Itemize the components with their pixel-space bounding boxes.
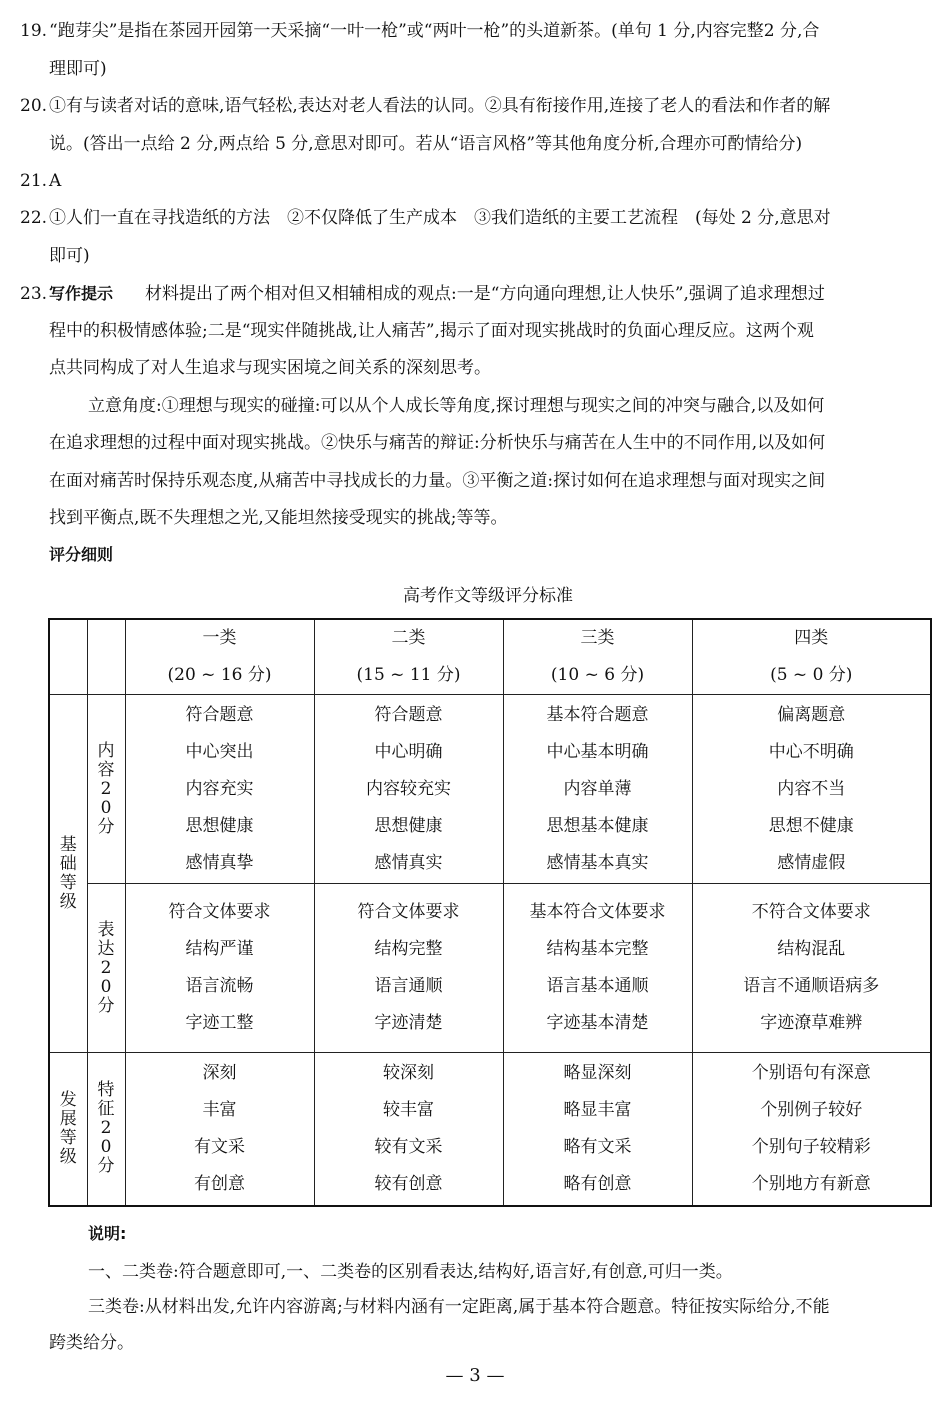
feature-row <box>49 1053 931 1206</box>
criterion: 语言不通顺语病多 <box>743 976 880 996</box>
criterion: 丰富 <box>202 1099 237 1120</box>
expression-class-4 <box>692 884 931 1053</box>
criterion: 字迹清楚 <box>374 1013 443 1033</box>
criterion: 个别地方有新意 <box>751 1173 871 1194</box>
expression-class-2 <box>314 884 503 1053</box>
q23-text-cont: 点共同构成了对人生追求与现实困境之间关系的深刻思考。 <box>49 358 491 378</box>
criterion: 内容单薄 <box>563 778 632 799</box>
dev-level-cell <box>49 1053 87 1206</box>
criterion: 思想健康 <box>374 815 443 836</box>
criterion: 内容不当 <box>777 778 846 799</box>
q23-para2-text: 立意角度:①理想与现实的碰撞:可以从个人成长等角度,探讨理想与现实之间的冲突与融合,以及如何 <box>88 396 825 416</box>
criterion: 字迹工整 <box>185 1013 254 1033</box>
criterion: 个别语句有深意 <box>751 1062 871 1083</box>
header-class-name: 一类 <box>202 628 237 648</box>
header-class-name: 三类 <box>580 628 615 648</box>
criterion: 基本符合题意 <box>546 704 649 725</box>
header-class-2 <box>314 619 503 695</box>
criterion: 较深刻 <box>383 1062 434 1083</box>
content-row <box>49 695 931 884</box>
feature-class-2 <box>314 1053 503 1206</box>
criterion: 结构混乱 <box>777 939 846 959</box>
q20-number: 20. <box>20 96 48 116</box>
basic-level-label: 基础等级 <box>59 834 77 912</box>
q23-text-cont: 程中的积极情感体验;二是“现实伴随挑战,让人痛苦”,揭示了面对现实挑战时的负面心理反应。这两个观 <box>49 321 814 341</box>
q19-text: “跑芽尖”是指在茶园开园第一天采摘“一叶一枪”或“两叶一枪”的头道新茶。(单句 1 分,内容完整2 分,合 <box>49 21 820 41</box>
criterion: 略显深刻 <box>563 1062 632 1083</box>
criterion: 内容充实 <box>185 778 254 799</box>
expression-label-cell <box>87 884 125 1053</box>
criterion: 偏离题意 <box>777 704 846 725</box>
rubric-table <box>48 618 932 1207</box>
criterion: 符合文体要求 <box>168 902 271 922</box>
header-class-name: 二类 <box>391 628 426 648</box>
header-empty-cell <box>49 619 87 695</box>
header-class-name: 四类 <box>794 628 829 648</box>
criterion: 符合文体要求 <box>357 902 460 922</box>
q23-text: 材料提出了两个相对但又相辅相成的观点:一是“方向通向理想,让人快乐”,强调了追求理想过 <box>145 284 825 304</box>
q22-text-cont: 即可) <box>49 246 90 266</box>
criterion: 结构基本完整 <box>546 939 649 959</box>
basic-level-cell <box>49 695 87 1053</box>
q23-para2-text: 在面对痛苦时保持乐观态度,从痛苦中寻找成长的力量。③平衡之道:探讨如何在追求理想与面对现实之间 <box>49 471 826 491</box>
header-empty-cell <box>87 619 125 695</box>
q23-label: 写作提示 <box>49 284 114 303</box>
feature-label: 特征20分 <box>97 1080 115 1177</box>
feature-class-4 <box>692 1053 931 1206</box>
criterion: 有文采 <box>194 1136 245 1157</box>
q22-number: 22. <box>20 208 48 228</box>
criterion: 结构完整 <box>374 939 443 959</box>
header-class-4 <box>692 619 931 695</box>
notes-title: 说明: <box>88 1224 127 1243</box>
criterion: 有创意 <box>194 1173 245 1194</box>
criterion: 中心明确 <box>374 741 443 762</box>
criterion: 略有文采 <box>563 1136 632 1157</box>
criterion: 结构严谨 <box>185 939 254 959</box>
page-number: — 3 — <box>445 1365 505 1386</box>
header-class-range: (5 ~ 0 分) <box>770 665 853 685</box>
header-class-range: (10 ~ 6 分) <box>550 665 645 685</box>
criterion: 思想健康 <box>185 815 254 836</box>
q20-text-cont: 说。(答出一点给 2 分,两点给 5 分,意思对即可。若从“语言风格”等其他角度分析,合理亦可酌情给分) <box>49 134 803 154</box>
q23-para2-text: 在追求理想的过程中面对现实挑战。②快乐与痛苦的辩证:分析快乐与痛苦在人生中的不同作用,以及如何 <box>49 433 826 453</box>
header-class-3 <box>503 619 692 695</box>
q22-text: ①人们一直在寻找造纸的方法 ②不仅降低了生产成本 ③我们造纸的主要工艺流程 (每处 2 分,意思对 <box>49 208 831 228</box>
criterion: 思想不健康 <box>768 815 854 836</box>
dev-level-label: 发展等级 <box>59 1089 77 1167</box>
criterion: 字迹基本清楚 <box>546 1013 649 1033</box>
criterion: 个别句子较精彩 <box>751 1136 871 1157</box>
criterion: 中心基本明确 <box>546 741 649 762</box>
criterion: 深刻 <box>202 1062 237 1083</box>
criterion: 感情真实 <box>374 852 443 873</box>
criterion: 符合题意 <box>374 704 443 725</box>
criterion: 思想基本健康 <box>546 815 649 836</box>
q19-text-cont: 理即可) <box>49 59 107 79</box>
criterion: 不符合文体要求 <box>751 902 871 922</box>
criterion: 感情真挚 <box>185 852 254 873</box>
content-label-cell <box>87 695 125 884</box>
criterion: 个别例子较好 <box>760 1099 863 1120</box>
criterion: 基本符合文体要求 <box>529 902 666 922</box>
criterion: 语言基本通顺 <box>546 976 649 996</box>
q21-text: A <box>49 171 62 191</box>
q21-number: 21. <box>20 171 48 191</box>
q19-number: 19. <box>20 21 48 41</box>
criterion: 略有创意 <box>563 1173 632 1194</box>
criterion: 较有文采 <box>374 1136 443 1157</box>
header-class-1 <box>125 619 314 695</box>
criterion: 中心不明确 <box>768 741 854 762</box>
content-class-3 <box>503 695 692 884</box>
expression-row <box>49 884 931 1053</box>
q23-number: 23. <box>20 284 48 304</box>
header-class-range: (20 ~ 16 分) <box>167 665 272 685</box>
criterion: 较丰富 <box>383 1099 434 1120</box>
note-2-text: 三类卷:从材料出发,允许内容游离;与材料内涵有一定距离,属于基本符合题意。特征按实际给分,不能 <box>88 1297 830 1317</box>
feature-class-3 <box>503 1053 692 1206</box>
criterion: 中心突出 <box>185 741 254 762</box>
content-class-1 <box>125 695 314 884</box>
criterion: 内容较充实 <box>366 778 451 799</box>
expression-label: 表达20分 <box>97 919 115 1016</box>
q20-text: ①有与读者对话的意味,语气轻松,表达对老人看法的认同。②具有衔接作用,连接了老人的看法和作者的解 <box>49 96 831 116</box>
content-class-4 <box>692 695 931 884</box>
criterion: 较有创意 <box>374 1173 443 1194</box>
criterion: 语言流畅 <box>185 976 254 996</box>
expression-class-3 <box>503 884 692 1053</box>
q23-para2-text: 找到平衡点,既不失理想之光,又能坦然接受现实的挑战;等等。 <box>49 508 508 528</box>
content-label: 内容20分 <box>97 740 115 837</box>
note-2-text-cont: 跨类给分。 <box>49 1333 134 1353</box>
note-1-text: 一、二类卷:符合题意即可,一、二类卷的区别看表达,结构好,语言好,有创意,可归一类。 <box>88 1262 733 1282</box>
table-caption: 高考作文等级评分标准 <box>403 586 573 606</box>
criterion: 感情虚假 <box>777 852 846 873</box>
feature-class-1 <box>125 1053 314 1206</box>
feature-label-cell <box>87 1053 125 1206</box>
criterion: 字迹潦草难辨 <box>760 1013 863 1033</box>
header-row <box>49 619 931 695</box>
criterion: 语言通顺 <box>374 976 443 996</box>
expression-class-1 <box>125 884 314 1053</box>
criterion: 符合题意 <box>185 704 254 725</box>
rubric-section-title: 评分细则 <box>49 545 114 564</box>
criterion: 略显丰富 <box>563 1099 632 1120</box>
criterion: 感情基本真实 <box>546 852 649 873</box>
content-class-2 <box>314 695 503 884</box>
header-class-range: (15 ~ 11 分) <box>356 665 461 685</box>
